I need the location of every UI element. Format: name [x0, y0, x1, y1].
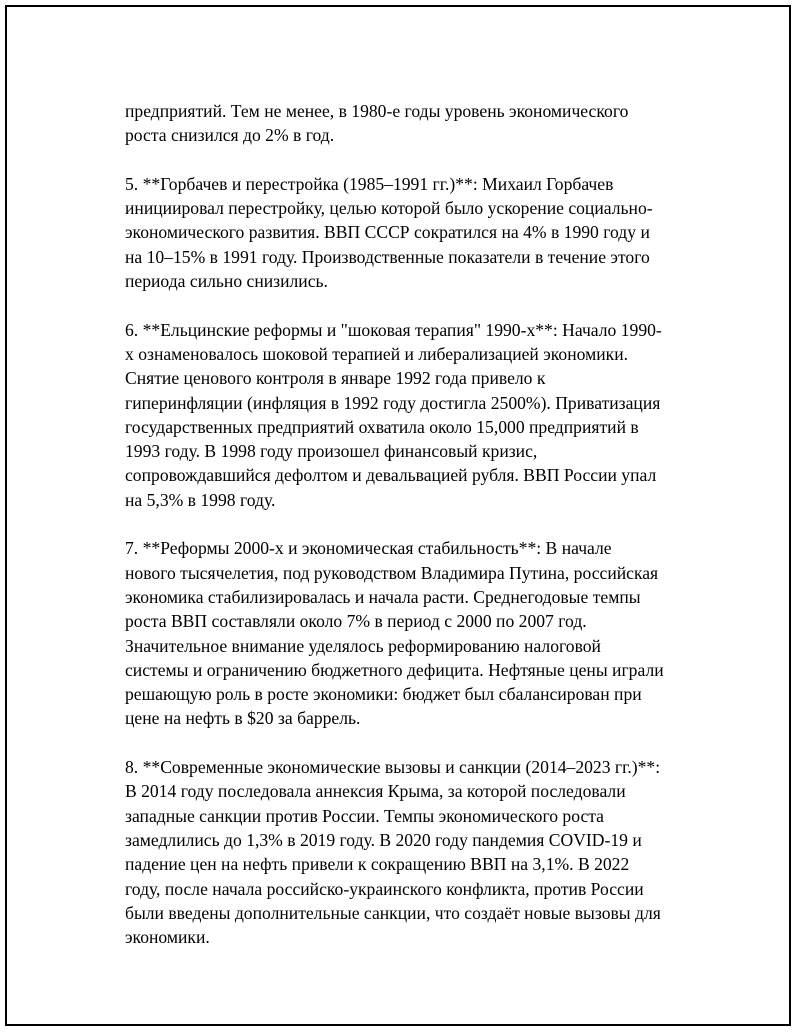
- document-body: [125, 99, 695, 974]
- text-line: х ознаменовалось шоковой терапией и либерализацией экономики.: [125, 343, 629, 364]
- page-frame: [5, 5, 791, 1026]
- text-line: 7. **Реформы 2000-х и экономическая стабильность**: В начале: [125, 538, 612, 559]
- paragraph-yeltsin: [125, 318, 695, 512]
- text-line: экономического развития. ВВП СССР сократился на 4% в 1990 году и: [125, 222, 650, 243]
- text-line: 1993 году. В 1998 году произошел финансовый кризис,: [125, 441, 538, 462]
- paragraph-reforms-2000s: [125, 536, 695, 730]
- paragraph-modern-challenges: [125, 755, 695, 949]
- text-line: В 2014 году последовала аннексия Крыма, за которой последовали: [125, 781, 626, 802]
- text-line: государственных предприятий охватила около 15,000 предприятий в: [125, 416, 639, 437]
- text-line: экономика стабилизировалась и начала расти. Среднегодовые темпы: [125, 586, 641, 607]
- text-line: решающую роль в росте экономики: бюджет был сбалансирован при: [125, 684, 642, 705]
- text-line: сопровождавшийся дефолтом и девальвацией рубля. ВВП России упал: [125, 465, 657, 486]
- text-line: гиперинфляции (инфляция в 1992 году достигла 2500%). Приватизация: [125, 392, 661, 413]
- text-line: на 5,3% в 1998 году.: [125, 489, 276, 510]
- text-line: были введены дополнительные санкции, что создаёт новые вызовы для: [125, 902, 661, 923]
- text-line: периода сильно снизились.: [125, 271, 328, 292]
- text-line: нового тысячелетия, под руководством Владимира Путина, российская: [125, 562, 659, 583]
- text-line: 8. **Современные экономические вызовы и санкции (2014–2023 гг.)**:: [125, 757, 661, 778]
- text-line: Значительное внимание уделялось реформированию налоговой: [125, 635, 601, 656]
- text-line: 5. **Горбачев и перестройка (1985–1991 гг.)**: Михаил Горбачев: [125, 173, 614, 194]
- text-line: системы и ограничению бюджетного дефицита. Нефтяные цены играли: [125, 659, 664, 680]
- text-line: Снятие ценового контроля в январе 1992 года привело к: [125, 368, 546, 389]
- text-line: роста ВВП составляли около 7% в период с 2000 по 2007 год.: [125, 611, 587, 632]
- text-line: западные санкции против России. Темпы экономического роста: [125, 805, 604, 826]
- text-line: на 10–15% в 1991 году. Производственные показатели в течение этого: [125, 246, 650, 267]
- text-line: замедлились до 1,3% в 2019 году. В 2020 году пандемия COVID-19 и: [125, 829, 642, 850]
- text-line: роста снизился до 2% в год.: [125, 125, 335, 146]
- text-line: 6. **Ельцинские реформы и "шоковая терапия" 1990-х**: Начало 1990-: [125, 319, 662, 340]
- paragraph-intro-continuation: [125, 99, 695, 148]
- text-line: падение цен на нефть привели к сокращению ВВП на 3,1%. В 2022: [125, 854, 630, 875]
- text-line: цене на нефть в $20 за баррель.: [125, 708, 361, 729]
- paragraph-gorbachev: [125, 172, 695, 293]
- text-line: предприятий. Тем не менее, в 1980-е годы уровень экономического: [125, 101, 629, 121]
- text-line: году, после начала российско-украинского конфликта, против России: [125, 878, 644, 899]
- text-line: экономики.: [125, 927, 210, 948]
- text-line: инициировал перестройку, целью которой было ускорение социально-: [125, 198, 653, 219]
